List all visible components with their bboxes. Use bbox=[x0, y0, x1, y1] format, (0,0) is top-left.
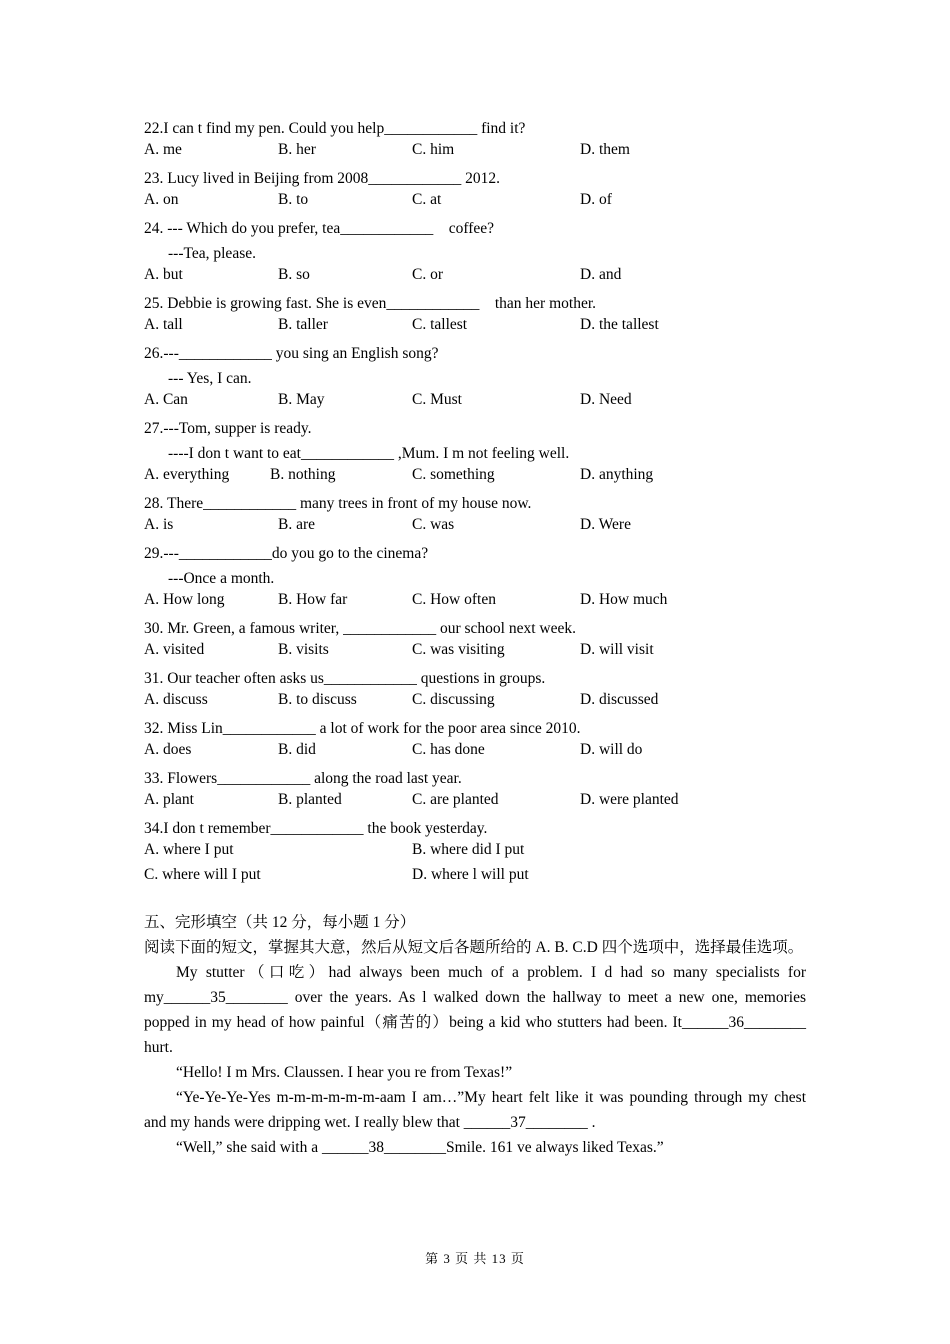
option-d: D. will visit bbox=[580, 641, 654, 658]
question-26-stem: 26.---____________ you sing an English song? bbox=[144, 345, 439, 362]
option-a: A. plant bbox=[144, 791, 194, 808]
option-b: B. visits bbox=[278, 641, 329, 658]
question-22-stem: 22.I can t find my pen. Could you help____________ find it? bbox=[144, 120, 526, 137]
question-33-options bbox=[144, 791, 806, 816]
option-d: D. where l will put bbox=[412, 866, 529, 883]
option-c: C. something bbox=[412, 466, 495, 483]
option-c: C. where will I put bbox=[144, 866, 261, 883]
option-c: C. was visiting bbox=[412, 641, 505, 658]
question-28-options bbox=[144, 516, 806, 541]
passage-paragraph-4: “Well,” she said with a ______38________Smile. 161 ve always liked Texas.” bbox=[176, 1139, 664, 1156]
option-d: D. How much bbox=[580, 591, 668, 608]
question-23-options bbox=[144, 191, 806, 216]
option-c: C. are planted bbox=[412, 791, 499, 808]
option-d: D. will do bbox=[580, 741, 643, 758]
option-c: C. has done bbox=[412, 741, 485, 758]
question-30-options bbox=[144, 641, 806, 666]
option-a: A. everything bbox=[144, 466, 230, 483]
option-a: A. on bbox=[144, 191, 179, 208]
passage-paragraph-3: “Ye-Ye-Ye-Yes m-m-m-m-m-m-aam I am…”My heart felt like it was pounding through my chest and my hands were dripping wet. I really blew that ______37________ . bbox=[144, 1089, 806, 1131]
question-29-stem: 29.---____________do you go to the cinema? bbox=[144, 545, 429, 562]
option-a: A. visited bbox=[144, 641, 205, 658]
option-b: B. did bbox=[278, 741, 316, 758]
option-b: B. where did I put bbox=[412, 841, 525, 858]
option-c: C. or bbox=[412, 266, 443, 283]
section-5-instructions: 阅读下面的短文，掌握其大意，然后从短文后各题所给的 A. B. C.D 四个选项中，选择最佳选项。 bbox=[144, 939, 804, 956]
option-c: C. Must bbox=[412, 391, 462, 408]
option-b: B. are bbox=[278, 516, 316, 533]
option-d: D. Were bbox=[580, 516, 631, 533]
page-footer: 第 3 页 共 13 页 bbox=[425, 1251, 525, 1266]
option-a: A. discuss bbox=[144, 691, 208, 708]
question-33-stem: 33. Flowers____________ along the road last year. bbox=[144, 770, 462, 787]
option-b: B. her bbox=[278, 141, 316, 158]
option-a: A. me bbox=[144, 141, 182, 158]
option-b: B. May bbox=[278, 391, 325, 408]
option-d: D. them bbox=[580, 141, 630, 158]
option-a: A. How long bbox=[144, 591, 225, 608]
question-22-options bbox=[144, 141, 806, 166]
section-5-title: 五、完形填空（共 12 分，每小题 1 分） bbox=[144, 914, 416, 931]
option-b: B. nothing bbox=[270, 466, 336, 483]
option-b: B. How far bbox=[278, 591, 348, 608]
option-d: D. discussed bbox=[580, 691, 659, 708]
question-34-options-row2 bbox=[144, 866, 806, 891]
question-24-reply: ---Tea, please. bbox=[168, 245, 256, 262]
option-c: C. discussing bbox=[412, 691, 495, 708]
option-d: D. of bbox=[580, 191, 612, 208]
question-31-options bbox=[144, 691, 806, 716]
question-30-stem: 30. Mr. Green, a famous writer, ____________ our school next week. bbox=[144, 620, 576, 637]
question-34-options-row1 bbox=[144, 841, 806, 866]
option-d: D. were planted bbox=[580, 791, 679, 808]
passage-paragraph-1: My stutter（口吃）had always been much of a problem. I d had so many specialists for my______35________ over the years. As l walked down the hallway to meet a new one, memories popped in my head of how painful（痛苦的）being a kid who stutters had been. It______36________ hurt. bbox=[144, 964, 806, 1056]
option-a: A. where I put bbox=[144, 841, 234, 858]
option-b: B. to discuss bbox=[278, 691, 357, 708]
question-31-stem: 31. Our teacher often asks us____________ questions in groups. bbox=[144, 670, 546, 687]
question-25-stem: 25. Debbie is growing fast. She is even____________ than her mother. bbox=[144, 295, 597, 312]
option-b: B. to bbox=[278, 191, 309, 208]
question-24-options bbox=[144, 266, 806, 291]
question-32-options bbox=[144, 741, 806, 766]
question-27-reply: ----I don t want to eat____________ ,Mum. I m not feeling well. bbox=[168, 445, 570, 462]
option-b: B. taller bbox=[278, 316, 328, 333]
page-content bbox=[144, 116, 806, 1160]
option-a: A. tall bbox=[144, 316, 183, 333]
option-d: D. and bbox=[580, 266, 622, 283]
question-29-options bbox=[144, 591, 806, 616]
option-c: C. him bbox=[412, 141, 455, 158]
option-d: D. Need bbox=[580, 391, 632, 408]
option-d: D. the tallest bbox=[580, 316, 659, 333]
question-26-reply: --- Yes, I can. bbox=[168, 370, 252, 387]
question-34-stem: 34.I don t remember____________ the book yesterday. bbox=[144, 820, 488, 837]
option-a: A. is bbox=[144, 516, 174, 533]
option-a: A. but bbox=[144, 266, 183, 283]
option-d: D. anything bbox=[580, 466, 654, 483]
question-27-options bbox=[144, 466, 806, 491]
question-23-stem: 23. Lucy lived in Beijing from 2008____________ 2012. bbox=[144, 170, 501, 187]
option-a: A. does bbox=[144, 741, 192, 758]
option-a: A. Can bbox=[144, 391, 188, 408]
question-27-stem: 27.---Tom, supper is ready. bbox=[144, 420, 312, 437]
question-26-options bbox=[144, 391, 806, 416]
question-24-stem: 24. --- Which do you prefer, tea____________ coffee? bbox=[144, 220, 495, 237]
question-32-stem: 32. Miss Lin____________ a lot of work for the poor area since 2010. bbox=[144, 720, 581, 737]
question-28-stem: 28. There____________ many trees in front of my house now. bbox=[144, 495, 532, 512]
passage-paragraph-2: “Hello! I m Mrs. Claussen. I hear you re from Texas!” bbox=[176, 1064, 513, 1081]
option-c: C. was bbox=[412, 516, 455, 533]
question-25-options bbox=[144, 316, 806, 341]
option-c: C. tallest bbox=[412, 316, 468, 333]
question-29-reply: ---Once a month. bbox=[168, 570, 275, 587]
option-b: B. planted bbox=[278, 791, 342, 808]
option-b: B. so bbox=[278, 266, 310, 283]
option-c: C. at bbox=[412, 191, 442, 208]
option-c: C. How often bbox=[412, 591, 496, 608]
